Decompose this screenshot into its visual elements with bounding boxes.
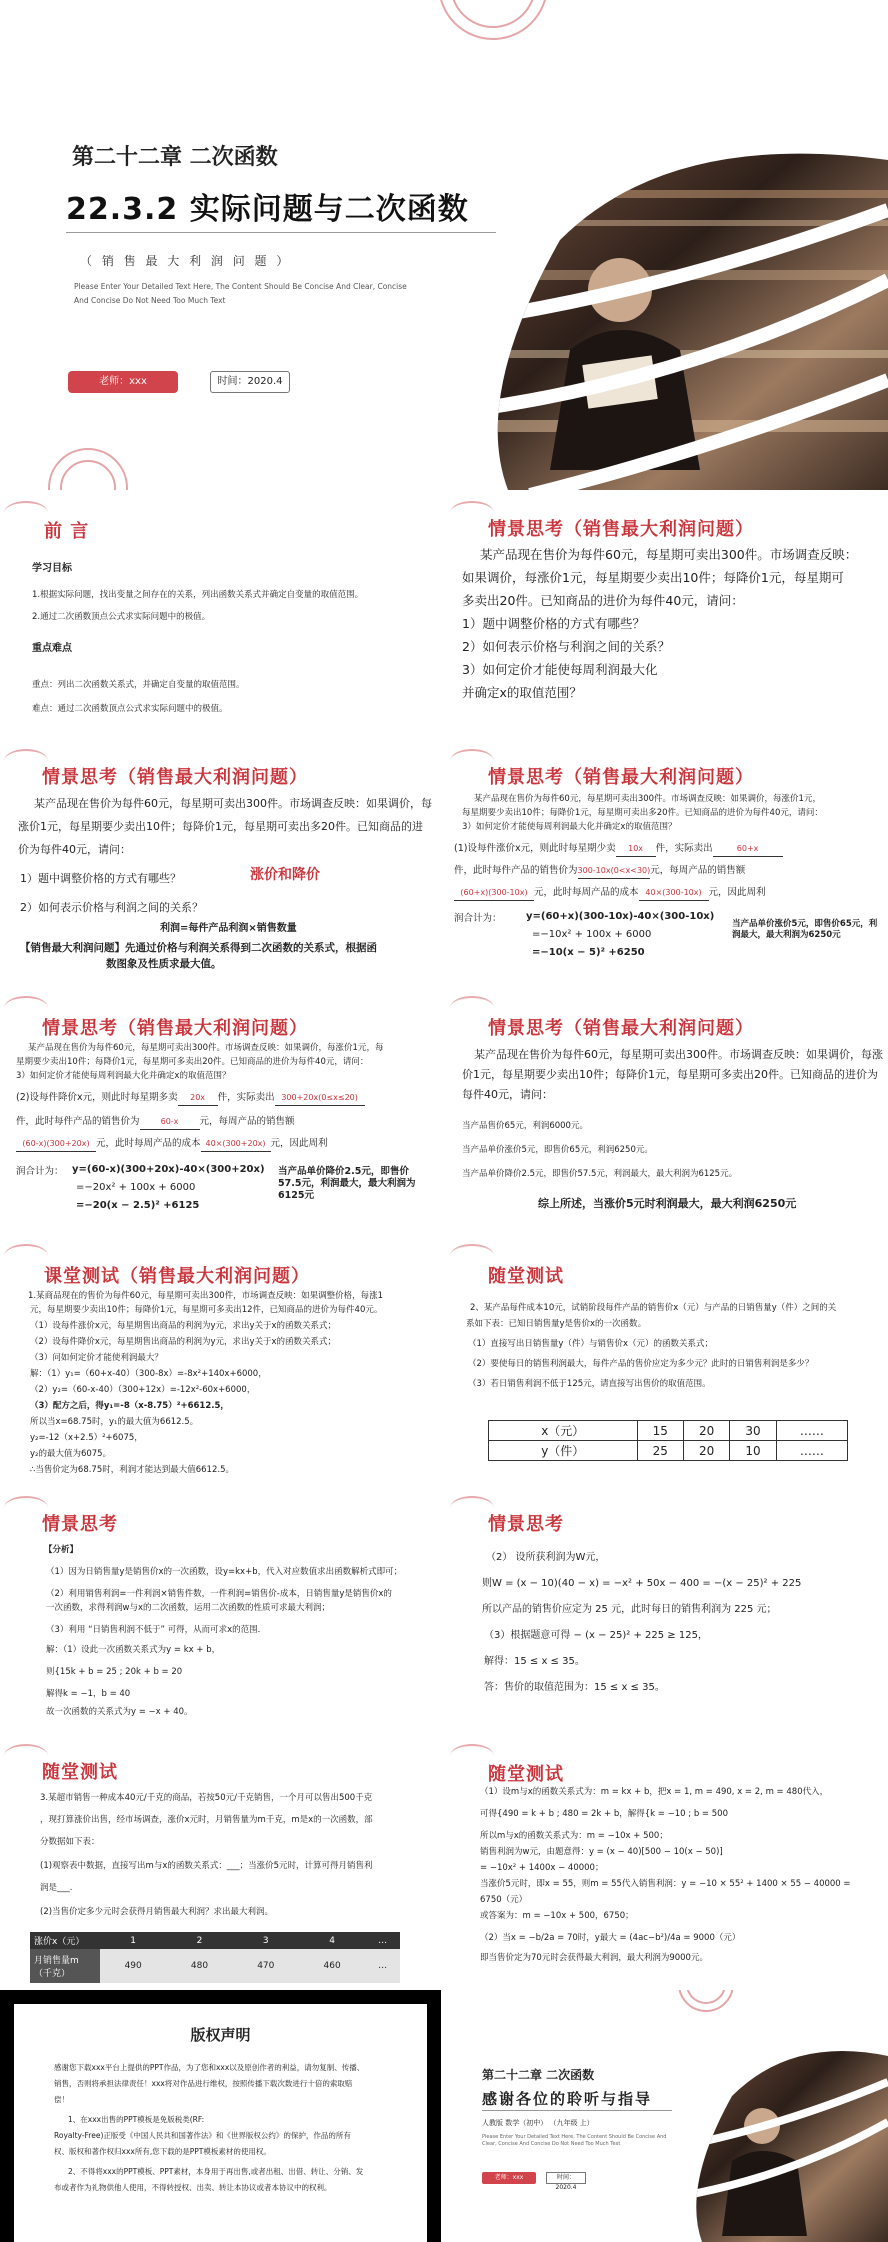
table-cell: 470 bbox=[257, 1961, 275, 1971]
question-text: 3）如何定价才能使每周利润最大化 bbox=[462, 662, 658, 677]
table-cell: 30 bbox=[730, 1421, 776, 1441]
table-cell: y（件） bbox=[489, 1441, 638, 1461]
solution-text: 则W = (x − 10)(40 − x) = −x² + 50x − 400 = −(x − 25)² + 225 bbox=[482, 1578, 802, 1589]
slide-title: 随堂测试 bbox=[488, 1266, 564, 1287]
preface-slide bbox=[0, 495, 441, 741]
copyright-title: 版权声明 bbox=[190, 2026, 251, 2044]
question-text: （1）直接写出日销售量y（件）与销售价x（元）的函数关系式； bbox=[468, 1339, 713, 1349]
solution-line bbox=[16, 1136, 328, 1152]
table-cell: 480 bbox=[190, 1961, 209, 1971]
copyright-text: 权、版权和著作权归xxx所有,您下载的是PPT模板素材的使用权。 bbox=[54, 2147, 271, 2156]
result-text: 当产品单价降价2.5元，即售价57.5元，利润最大，最大利润为6125元。 bbox=[462, 1169, 738, 1179]
copyright-text: 偿！ bbox=[54, 2095, 69, 2104]
solution-text: （2）y₂=（60-x-40）（300+12x）=-12x²-60x+6000， bbox=[30, 1385, 256, 1395]
scenario-slide-5 bbox=[446, 990, 888, 1236]
scenario-slide-4 bbox=[0, 990, 441, 1236]
question-text: 3）如何定价才能使每周利润最大化并确定x的取值范围？ bbox=[16, 1071, 231, 1081]
blank-answer: 40×(300+20x) bbox=[201, 1136, 271, 1152]
solution-text: 解：（1）设此一次函数关系式为y = kx + b， bbox=[46, 1645, 221, 1655]
problem-text: 3.某超市销售一种成本40元/千克的商品，若按50元/千克销售，一个月可以售出500千克 bbox=[40, 1793, 373, 1803]
table-cell: 25 bbox=[637, 1441, 683, 1461]
table-cell: 4 bbox=[329, 1935, 335, 1946]
solution-text: 润合计为： bbox=[16, 1166, 64, 1177]
result-text: 当产品售价65元，利润6000元。 bbox=[462, 1121, 588, 1131]
title-swash bbox=[4, 1244, 48, 1268]
solution-text: 即当售价定为70元时会获得最大利润，最大利润为9000元。 bbox=[480, 1953, 708, 1963]
copyright-text: 布或者作为礼物供他人使用，不得转授权、出卖、转让本协议或者本协议中的权利。 bbox=[54, 2183, 332, 2192]
analysis-text: （3）利用 “日销售利润不低于” 可得，从而可求x的范围． bbox=[46, 1625, 267, 1635]
problem-text: 2、某产品每件成本10元，试销阶段每件产品的销售价x（元）与产品的日销售量y（件）之间的关 bbox=[470, 1303, 837, 1313]
problem-text: 价1元，每星期要少卖出10件；每降价1元，每星期可多卖出20件。已知商品的进价为 bbox=[462, 1068, 878, 1081]
slide-title: 情景思考（销售最大利润问题） bbox=[488, 1018, 754, 1039]
goal-text: 2.通过二次函数顶点公式求实际问题中的极值。 bbox=[32, 612, 211, 622]
question-text: 2）如何表示价格与利润之间的关系？ bbox=[462, 639, 670, 654]
solution-text: 或答案为：m = −10x + 500，6750； bbox=[480, 1911, 634, 1921]
time-badge: 时间：2020.4 bbox=[210, 371, 290, 393]
note-text: 【销售最大利润问题】先通过价格与利润关系得到二次函数的关系式，根据函 bbox=[20, 942, 377, 954]
end-chapter: 第二十二章 二次函数 bbox=[482, 2068, 595, 2082]
key-heading: 重点难点 bbox=[32, 643, 72, 654]
cover-desc: Please Enter Your Detailed Text Here, The Content Should Be Concise And Clear, Concise bbox=[74, 282, 407, 291]
solution-text: 元，此时每周产品的成本 bbox=[96, 1138, 201, 1149]
goal-heading: 学习目标 bbox=[32, 563, 72, 574]
scenario-slide-1 bbox=[446, 495, 888, 741]
end-slide bbox=[446, 1990, 888, 2242]
solution-text: 件，实际卖出 bbox=[217, 1092, 275, 1103]
cover-subtitle: （ 销 售 最 大 利 润 问 题 ） bbox=[80, 254, 292, 268]
blank-answer: 20x bbox=[178, 1090, 218, 1106]
problem-text: 某产品现在售价为每件60元，每星期可卖出300件。市场调查反映：如果调价，每涨价1元， bbox=[474, 794, 821, 804]
conclusion-text: 当产品单价涨价5元，即售价65元，利润最大，最大利润为6250元 bbox=[732, 919, 878, 940]
solution-line bbox=[16, 1090, 365, 1106]
copyright-text: 感谢您下载xxx平台上提供的PPT作品，为了您和xxx以及原创作者的利益，请勿复制、传播、 bbox=[54, 2063, 365, 2072]
solution-text: 件，实际卖出 bbox=[655, 843, 713, 854]
copyright-text: 销售，否则将承担法律责任！xxx将对作品进行维权，按照传播下载次数进行十倍的索取赔 bbox=[54, 2079, 353, 2088]
slide-title: 前 言 bbox=[44, 521, 90, 542]
blank-answer: 300+20x(0≤x≤20) bbox=[275, 1090, 365, 1106]
solution-text: 元，此时每周产品的成本 bbox=[534, 887, 639, 898]
question-text: 润是___. bbox=[40, 1883, 73, 1893]
blank-answer: 10x bbox=[616, 841, 656, 857]
solution-text: （2）当x = −b/2a = 70时，y最大 = (4ac−b²)/4a = 9000（元） bbox=[480, 1933, 741, 1943]
solution-text: 元，每周产品的销售额 bbox=[650, 865, 746, 876]
problem-text: 如果调价，每涨价1元，每星期要少卖出10件；每降价1元，每星期可 bbox=[462, 570, 844, 585]
quiz-slide-1 bbox=[446, 1238, 888, 1488]
analysis-heading: 【分析】 bbox=[44, 1545, 79, 1555]
solution-line bbox=[16, 1114, 295, 1130]
equation-line: =−10(x − 5)² +6250 bbox=[532, 947, 645, 958]
solution-text: 元，每周产品的销售额 bbox=[199, 1116, 295, 1127]
problem-text: 分数据如下表： bbox=[40, 1837, 100, 1847]
problem-text: ，现打算涨价出售，经市场调查，涨价x元时，月销售量为m千克，m是x的一次函数，部 bbox=[40, 1815, 373, 1825]
table-cell: 20 bbox=[683, 1441, 729, 1461]
table-cell: 15 bbox=[637, 1421, 683, 1441]
solution-text: 解：（1）y₁=（60+x-40）（300-8x）=-8x²+140x+6000， bbox=[30, 1369, 267, 1379]
solution-text: 答：售价的取值范围为：15 ≤ x ≤ 35。 bbox=[484, 1682, 665, 1693]
end-divider bbox=[482, 2110, 672, 2111]
formula-text: 利润=每件产品利润×销售数量 bbox=[160, 923, 297, 934]
problem-text: 星期要少卖出10件；每降价1元，每星期可多卖出20件。已知商品的进价为每件40元，请问： bbox=[16, 1057, 369, 1067]
cover-slide bbox=[0, 0, 888, 490]
table-cell: 2 bbox=[196, 1935, 203, 1946]
slide-title: 情景思考（销售最大利润问题） bbox=[42, 1018, 308, 1039]
solution-text: 润合计为： bbox=[454, 913, 502, 924]
blank-answer: (60+x)(300-10x) bbox=[454, 885, 534, 901]
cover-desc: And Concise Do Not Need Too Much Text bbox=[74, 296, 226, 305]
question-text: (1)观察表中数据，直接写出m与x的函数关系式：___；当涨价5元时，计算可得月销售利 bbox=[40, 1861, 373, 1871]
table-cell: 20 bbox=[683, 1421, 729, 1441]
scenario-slide-7 bbox=[446, 1490, 888, 1736]
cover-chapter: 第二十二章 二次函数 bbox=[72, 145, 278, 170]
equation-line: =−20(x − 2.5)² +6125 bbox=[76, 1200, 200, 1211]
solution-text: 元，因此周利 bbox=[708, 887, 766, 898]
solution-text: (2)设每件降价x元，则此时每星期多卖 bbox=[16, 1092, 178, 1103]
teacher-badge: 老师：xxx bbox=[68, 371, 178, 393]
slide-title: 情景思考（销售最大利润问题） bbox=[42, 767, 308, 788]
solution-text: (1)设每件涨价x元，则此时每星期少卖 bbox=[454, 843, 616, 854]
conclusion-text: 当产品单价降价2.5元，即售价57.5元，利润最大，最大利润为6125元 bbox=[278, 1166, 416, 1201]
solution-text: 解得k = −1，b = 40 bbox=[46, 1689, 131, 1699]
problem-text: 系如下表：已知日销售量y是售价x的一次函数。 bbox=[466, 1319, 647, 1329]
price-volume-table bbox=[30, 1932, 400, 1983]
problem-text: 涨价1元，每星期要少卖出10件；每降价1元，每星期可卖出多20件。已知商品的进 bbox=[18, 820, 423, 833]
table-cell: x（元） bbox=[489, 1421, 638, 1441]
table-cell: 460 bbox=[323, 1961, 341, 1971]
conclusion-text: 综上所述，当涨价5元时利润最大，最大利润6250元 bbox=[538, 1197, 797, 1210]
problem-text: 每件40元，请问： bbox=[462, 1088, 553, 1101]
end-photo bbox=[682, 2046, 888, 2242]
solution-text: （1）设m与x的函数关系式为：m = kx + b，把x = 1, m = 490, x = 2, m = 480代入， bbox=[480, 1787, 829, 1797]
slide-title: 情景思考（销售最大利润问题） bbox=[488, 767, 754, 788]
table-cell: 490 bbox=[124, 1961, 142, 1971]
solution-text: y₂的最大值为6075。 bbox=[30, 1449, 112, 1459]
question-text: 1）题中调整价格的方式有哪些？ bbox=[20, 872, 181, 885]
problem-text: 1.某商品现在的售价为每件60元，每星期可卖出300件，市场调查反映：如果调整价格，每涨1 bbox=[28, 1291, 384, 1301]
problem-text: 某产品现在售价为每件60元，每星期可卖出300件。市场调查反映：如果调价，每涨 bbox=[474, 1048, 883, 1061]
question-text: （2）设每件降价x元，每星期售出商品的利润为y元，求出y关于x的函数关系式； bbox=[30, 1337, 337, 1347]
problem-text: 多卖出20件。已知商品的进价为每件40元，请问： bbox=[462, 593, 744, 608]
question-text: （3）问如何定价才能使利润最大？ bbox=[30, 1353, 163, 1363]
solution-text: ∴当售价定为68.75时，利润才能达到最大值6612.5。 bbox=[30, 1465, 234, 1475]
goal-text: 1.根据实际问题，找出变量之间存在的关系，列出函数关系式并确定自变量的取值范围。 bbox=[32, 590, 364, 600]
solution-text: 销售利润为w元，由题意得：y = (x − 40)[500 − 10(x − 50)] bbox=[480, 1847, 723, 1857]
question-text: (2)当售价定多少元时会获得月销售最大利润？求出最大利润。 bbox=[40, 1907, 274, 1917]
analysis-text: （1）因为日销售量y是销售价x的一次函数，设y=kx+b，代入对应数值求出函数解析式即可； bbox=[46, 1567, 403, 1577]
table-cell: …… bbox=[776, 1441, 847, 1461]
slide-title: 情景思考（销售最大利润问题） bbox=[488, 519, 754, 540]
scenario-slide-2 bbox=[0, 743, 441, 989]
problem-text: 某产品现在售价为每件60元，每星期可卖出300件。市场调查反映：如果调价，每涨价1元，每 bbox=[28, 1043, 384, 1053]
solution-text: 6750（元） bbox=[480, 1895, 528, 1905]
solution-text: = −10x² + 1400x − 40000； bbox=[480, 1863, 604, 1873]
solution-text: 所以当x=68.75时，y₁的最大值为6612.5。 bbox=[30, 1417, 199, 1427]
title-swash bbox=[4, 501, 48, 525]
copyright-slide bbox=[0, 1990, 441, 2242]
scenario-slide-3 bbox=[446, 743, 888, 989]
problem-text: 每星期要少卖出10件；每降价1元，每星期可卖出多20件。已知商品的进价为每件40元，请问： bbox=[462, 808, 823, 818]
cover-title: 22.3.2 实际问题与二次函数 bbox=[66, 192, 469, 227]
question-text: （1）设每件涨价x元，每星期售出商品的利润为y元，求出y关于x的函数关系式； bbox=[30, 1321, 337, 1331]
slide-title: 课堂测试（销售最大利润问题） bbox=[44, 1266, 310, 1287]
question-text: 3）如何定价才能使每周利润最大化并确定x的取值范围？ bbox=[462, 822, 677, 832]
copyright-text: Royalty-Free)正版受《中国人民共和国著作法》和《世界版权公约》的保护，作品的所有 bbox=[54, 2131, 351, 2140]
solution-line bbox=[454, 841, 783, 857]
equation-line: =−20x² + 100x + 6000 bbox=[76, 1182, 196, 1193]
answer-text: 涨价和降价 bbox=[250, 867, 320, 883]
end-desc: Please Enter Your Detailed Text Here, The Content Should Be Concise And Clear, Concise And Concise Do Not Need Too Much Text bbox=[482, 2134, 667, 2147]
copyright-panel bbox=[14, 2004, 427, 2242]
table-cell: 3 bbox=[262, 1935, 269, 1946]
result-text: 当产品单价涨价5元，即售价65元，利润6250元。 bbox=[462, 1145, 653, 1155]
solution-text: 故一次函数的关系式为y = −x + 40。 bbox=[46, 1707, 193, 1717]
question-text: 1）题中调整价格的方式有哪些？ bbox=[462, 616, 645, 631]
solution-text: （3）根据题意可得 − (x − 25)² + 225 ≥ 125， bbox=[484, 1630, 708, 1641]
end-title: 感谢各位的聆听与指导 bbox=[482, 2090, 653, 2108]
solution-text: 件，此时每件产品的销售价为 bbox=[454, 865, 578, 876]
question-text: （3）若日销售利润不低于125元，请直接写出售价的取值范围。 bbox=[468, 1379, 711, 1389]
key-text: 难点：通过二次函数顶点公式求实际问题中的极值。 bbox=[32, 704, 228, 714]
equation-line: =−10x² + 100x + 6000 bbox=[532, 929, 652, 940]
solution-text: （3）配方之后，得y₁=-8（x-8.75）²+6612.5， bbox=[30, 1401, 229, 1411]
solution-text: （2） 设所获利润为W元， bbox=[486, 1552, 606, 1563]
question-text: 2）如何表示价格与利润之间的关系？ bbox=[20, 901, 203, 914]
copyright-text: 1、在xxx出售的PPT模板是免版税类(RF: bbox=[68, 2115, 205, 2124]
slide-title: 随堂测试 bbox=[42, 1762, 118, 1783]
copyright-text: 2、不得将xxx的PPT模板、PPT素材，本身用于再出售,或者出租、出借、转让、分销、发 bbox=[68, 2167, 364, 2176]
solution-text: 所以产品的销售价应定为 25 元，此时每日的销售利润为 225 元； bbox=[482, 1604, 777, 1615]
slide-title: 情景思考 bbox=[42, 1514, 118, 1535]
solution-text: 解得：15 ≤ x ≤ 35。 bbox=[484, 1656, 585, 1667]
table-cell: 10 bbox=[730, 1441, 776, 1461]
question-text: （2）要使每日的销售利润最大，每件产品的售价应定为多少元？此时的日销售利润是多少？ bbox=[468, 1359, 814, 1369]
solution-text: 所以m与x的函数关系式为：m = −10x + 500； bbox=[480, 1831, 668, 1841]
table-row bbox=[489, 1421, 848, 1441]
blank-answer: 300-10x(0<x<30) bbox=[578, 863, 651, 879]
scenario-slide-6 bbox=[0, 1490, 441, 1736]
quiz-slide-3 bbox=[446, 1738, 888, 1988]
cover-divider bbox=[66, 232, 496, 233]
quiz-slide-2 bbox=[0, 1738, 441, 1988]
blank-answer: 40×(300-10x) bbox=[639, 885, 709, 901]
table-header-row bbox=[30, 1932, 400, 1949]
analysis-text: 一次函数，求得利润w与x的二次函数，运用二次函数的性质可求最大利润； bbox=[46, 1603, 330, 1613]
table-cell: 1 bbox=[130, 1935, 137, 1946]
solution-text: 当涨价5元时，即x = 55，则m = 55代入销售利润：y = −10 × 55² + 1400 × 55 − 40000 = bbox=[480, 1879, 851, 1889]
question-text: 并确定x的取值范围？ bbox=[462, 685, 582, 700]
class-test-slide bbox=[0, 1238, 441, 1488]
problem-text: 价为每件40元，请问： bbox=[18, 843, 131, 856]
table-cell: 月销售量m（千克） bbox=[30, 1949, 100, 1983]
table-cell: … bbox=[378, 1961, 388, 1971]
solution-text: 可得{490 = k + b ; 480 = 2k + b，解得{k = −10 ; b = 500 bbox=[480, 1809, 728, 1819]
table-row bbox=[489, 1441, 848, 1461]
solution-text: y₂=-12（x+2.5）²+6075， bbox=[30, 1433, 143, 1443]
table-cell: 涨价x（元） bbox=[34, 1937, 85, 1947]
solution-line bbox=[454, 863, 745, 879]
end-edition: 人教版 数学（初中） （九年级 上） bbox=[482, 2119, 594, 2127]
solution-text: 则{15k + b = 25 ; 20k + b = 20 bbox=[46, 1667, 183, 1677]
equation-line: y=(60-x)(300+20x)-40×(300+20x) bbox=[72, 1164, 265, 1175]
problem-text: 某产品现在售价为每件60元，每星期可卖出300件。市场调查反映： bbox=[480, 547, 858, 562]
table-cell: … bbox=[378, 1935, 388, 1946]
blank-answer: 60+x bbox=[713, 841, 783, 857]
slide-title: 随堂测试 bbox=[488, 1764, 564, 1785]
analysis-text: （2）利用销售利润=一件利润×销售件数，一件利润=销售价-成本，日销售量y是销售价x的 bbox=[46, 1589, 392, 1599]
slide-title: 情景思考 bbox=[488, 1514, 564, 1535]
blank-answer: (60-x)(300+20x) bbox=[16, 1136, 96, 1152]
table-row bbox=[30, 1949, 400, 1983]
time-badge: 时间：2020.4 bbox=[546, 2172, 586, 2184]
cover-photo bbox=[470, 150, 888, 490]
price-sales-table bbox=[488, 1420, 848, 1461]
blank-answer: 60-x bbox=[140, 1114, 200, 1130]
solution-line bbox=[454, 885, 766, 901]
table-cell: …… bbox=[776, 1421, 847, 1441]
solution-text: 元，因此周利 bbox=[270, 1138, 328, 1149]
equation-line: y=(60+x)(300-10x)-40×(300-10x) bbox=[526, 911, 715, 922]
teacher-badge: 老师：xxx bbox=[482, 2172, 536, 2184]
solution-text: 件，此时每件产品的销售价为 bbox=[16, 1116, 140, 1127]
key-text: 重点：列出二次函数关系式，并确定自变量的取值范围。 bbox=[32, 680, 245, 690]
note-text: 数图象及性质求最大值。 bbox=[106, 958, 222, 970]
problem-text: 元，每星期要少卖出10件；每降价1元，每星期可多卖出12件，已知商品的进价为每件40元。 bbox=[30, 1305, 383, 1315]
problem-text: 某产品现在售价为每件60元，每星期可卖出300件。市场调查反映：如果调价，每 bbox=[34, 797, 432, 810]
